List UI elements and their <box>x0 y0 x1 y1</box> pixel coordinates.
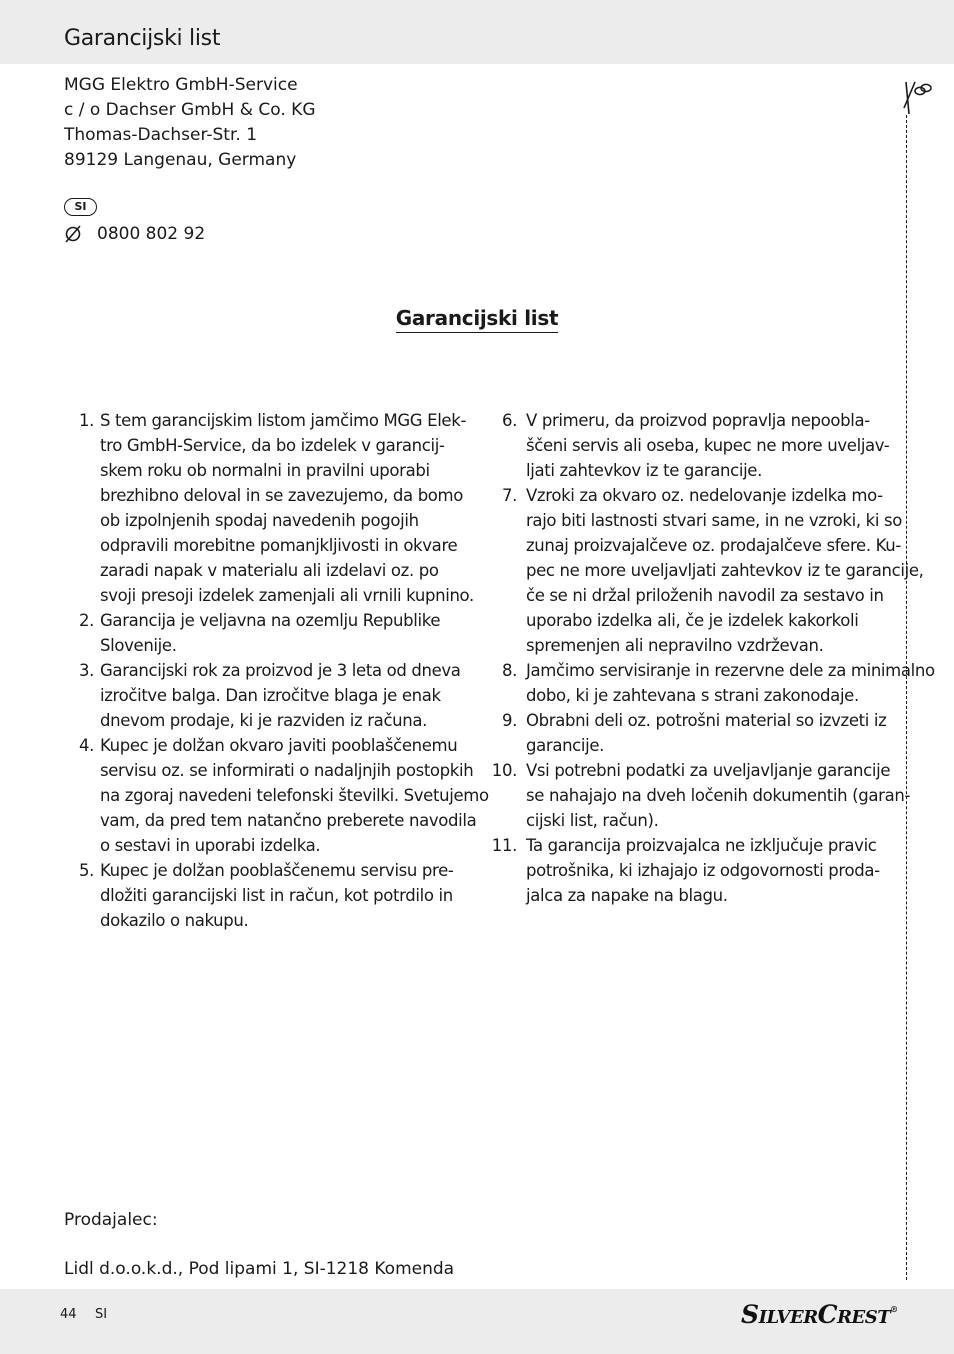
condition-item <box>486 408 892 483</box>
warranty-conditions-right <box>486 408 935 908</box>
condition-text-line: vam, da pred tem natančno preberete navodila <box>100 811 477 830</box>
page-language: SI <box>95 1307 108 1322</box>
condition-number: 8. <box>501 661 517 680</box>
silvercrest-logo: SILVERCREST® <box>741 1300 898 1329</box>
condition-number: 11. <box>491 836 517 855</box>
address-line: 89129 Langenau, Germany <box>64 150 297 170</box>
condition-text-line: cijski list, račun). <box>526 811 659 830</box>
condition-item <box>486 758 911 833</box>
condition-text-line: spremenjen ali nepravilno vzdrževan. <box>526 636 824 655</box>
condition-text-line: na zgoraj navedeni telefonski številki. Svetujemo <box>100 786 489 805</box>
condition-text-line: Vzroki za okvaro oz. nedelovanje izdelka mo- <box>526 486 883 505</box>
condition-text-line: ščeni servis ali oseba, kupec ne more uveljav- <box>526 436 890 455</box>
condition-number: 4. <box>78 736 94 755</box>
address-line: c / o Dachser GmbH & Co. KG <box>64 100 316 120</box>
document-title <box>0 305 954 333</box>
service-phone-number: 0800 802 92 <box>97 224 206 244</box>
condition-text-line: uporabo izdelka ali, če je izdelek kakorkoli <box>526 611 859 630</box>
condition-number: 6. <box>501 411 517 430</box>
condition-text-line: dložiti garancijski list in račun, kot potrdilo in <box>100 886 453 905</box>
condition-number: 1. <box>78 411 94 430</box>
condition-text-line: V primeru, da proizvod popravlja nepoobla- <box>526 411 870 430</box>
condition-text-line: Slovenije. <box>100 636 177 655</box>
condition-text-line: Garancija je veljavna na ozemlju Republike <box>100 611 441 630</box>
condition-text-line: izročitve balga. Dan izročitve blaga je enak <box>100 686 441 705</box>
condition-text-line: Obrabni deli oz. potrošni material so izvzeti iz <box>526 711 887 730</box>
page-number: 44 <box>60 1307 77 1322</box>
condition-text-line: dnevom prodaje, ki je razviden iz računa. <box>100 711 428 730</box>
condition-text-line: zaradi napak v materialu ali izdelavi oz. po <box>100 561 439 580</box>
condition-text-line: o sestavi in uporabi izdelka. <box>100 836 321 855</box>
condition-text-line: jalca za napake na blagu. <box>526 886 728 905</box>
condition-item <box>64 408 474 608</box>
address-line: MGG Elektro GmbH-Service <box>64 75 298 95</box>
condition-text-line: ljati zahtevkov iz te garancije. <box>526 461 762 480</box>
condition-text-line: servisu oz. se informirati o nadaljnjih postopkih <box>100 761 474 780</box>
condition-text-line: skem roku ob normalni in pravilni uporabi <box>100 461 430 480</box>
condition-item <box>64 733 489 858</box>
page-header-title: Garancijski list <box>64 26 221 51</box>
condition-number: 2. <box>78 611 94 630</box>
condition-text-line: Garancijski rok za proizvod je 3 leta od dneva <box>100 661 461 680</box>
condition-number: 7. <box>501 486 517 505</box>
condition-item <box>486 483 924 658</box>
country-badge: SI <box>64 198 97 216</box>
condition-text-line: odpravili morebitne pomanjkljivosti in okvare <box>100 536 458 555</box>
condition-text-line: rajo biti lastnosti stvari same, in ne vzroki, ki so <box>526 511 902 530</box>
condition-text-line: dobo, ki je zahtevana s strani zakonodaje. <box>526 686 859 705</box>
condition-text-line: S tem garancijskim listom jamčimo MGG Elek- <box>100 411 467 430</box>
seller-address: Lidl d.o.o.k.d., Pod lipami 1, SI-1218 Komenda <box>64 1259 455 1279</box>
condition-text-line: če se ni držal priloženih navodil za sestavo in <box>526 586 884 605</box>
document-title-text: Garancijski list <box>396 305 558 333</box>
condition-text-line: potrošnika, ki izhajajo iz odgovornosti proda- <box>526 861 880 880</box>
condition-item <box>64 608 466 658</box>
condition-number: 5. <box>78 861 94 880</box>
condition-text-line: Vsi potrebni podatki za uveljavljanje garancije <box>526 761 891 780</box>
condition-text-line: Jamčimo servisiranje in rezervne dele za minimalno <box>526 661 935 680</box>
seller-label: Prodajalec: <box>64 1210 158 1230</box>
condition-text-line: dokazilo o nakupu. <box>100 911 249 930</box>
condition-text-line: tro GmbH-Service, da bo izdelek v garancij- <box>100 436 445 455</box>
condition-item <box>64 858 466 933</box>
condition-text-line: zunaj proizvajalčeve oz. prodajalčeve sfere. Ku- <box>526 536 902 555</box>
condition-text-line: svoji presoji izdelek zamenjali ali vrnili kupnino. <box>100 586 474 605</box>
warranty-conditions-left <box>64 408 489 933</box>
condition-text-line: Kupec je dolžan pooblaščenemu servisu pre- <box>100 861 454 880</box>
address-line: Thomas-Dachser-Str. 1 <box>64 125 258 145</box>
scissors-icon <box>897 78 933 118</box>
service-address <box>64 73 316 173</box>
condition-item <box>486 708 892 758</box>
condition-text-line: se nahajajo na dveh ločenih dokumentih (garan- <box>526 786 911 805</box>
condition-number: 10. <box>491 761 517 780</box>
condition-number: 3. <box>78 661 94 680</box>
condition-text-line: pec ne more uveljavljati zahtevkov iz te garancije, <box>526 561 924 580</box>
condition-text-line: garancije. <box>526 736 605 755</box>
condition-number: 9. <box>501 711 517 730</box>
condition-text-line: Kupec je dolžan okvaro javiti pooblaščenemu <box>100 736 458 755</box>
phone-icon <box>64 222 82 246</box>
condition-text-line: ob izpolnjenih spodaj navedenih pogojih <box>100 511 419 530</box>
condition-text-line: brezhibno deloval in se zavezujemo, da bomo <box>100 486 464 505</box>
cut-line <box>906 115 907 1280</box>
condition-item <box>486 658 935 708</box>
condition-text-line: Ta garancija proizvajalca ne izključuje pravic <box>526 836 877 855</box>
condition-item <box>486 833 892 908</box>
condition-item <box>64 658 466 733</box>
